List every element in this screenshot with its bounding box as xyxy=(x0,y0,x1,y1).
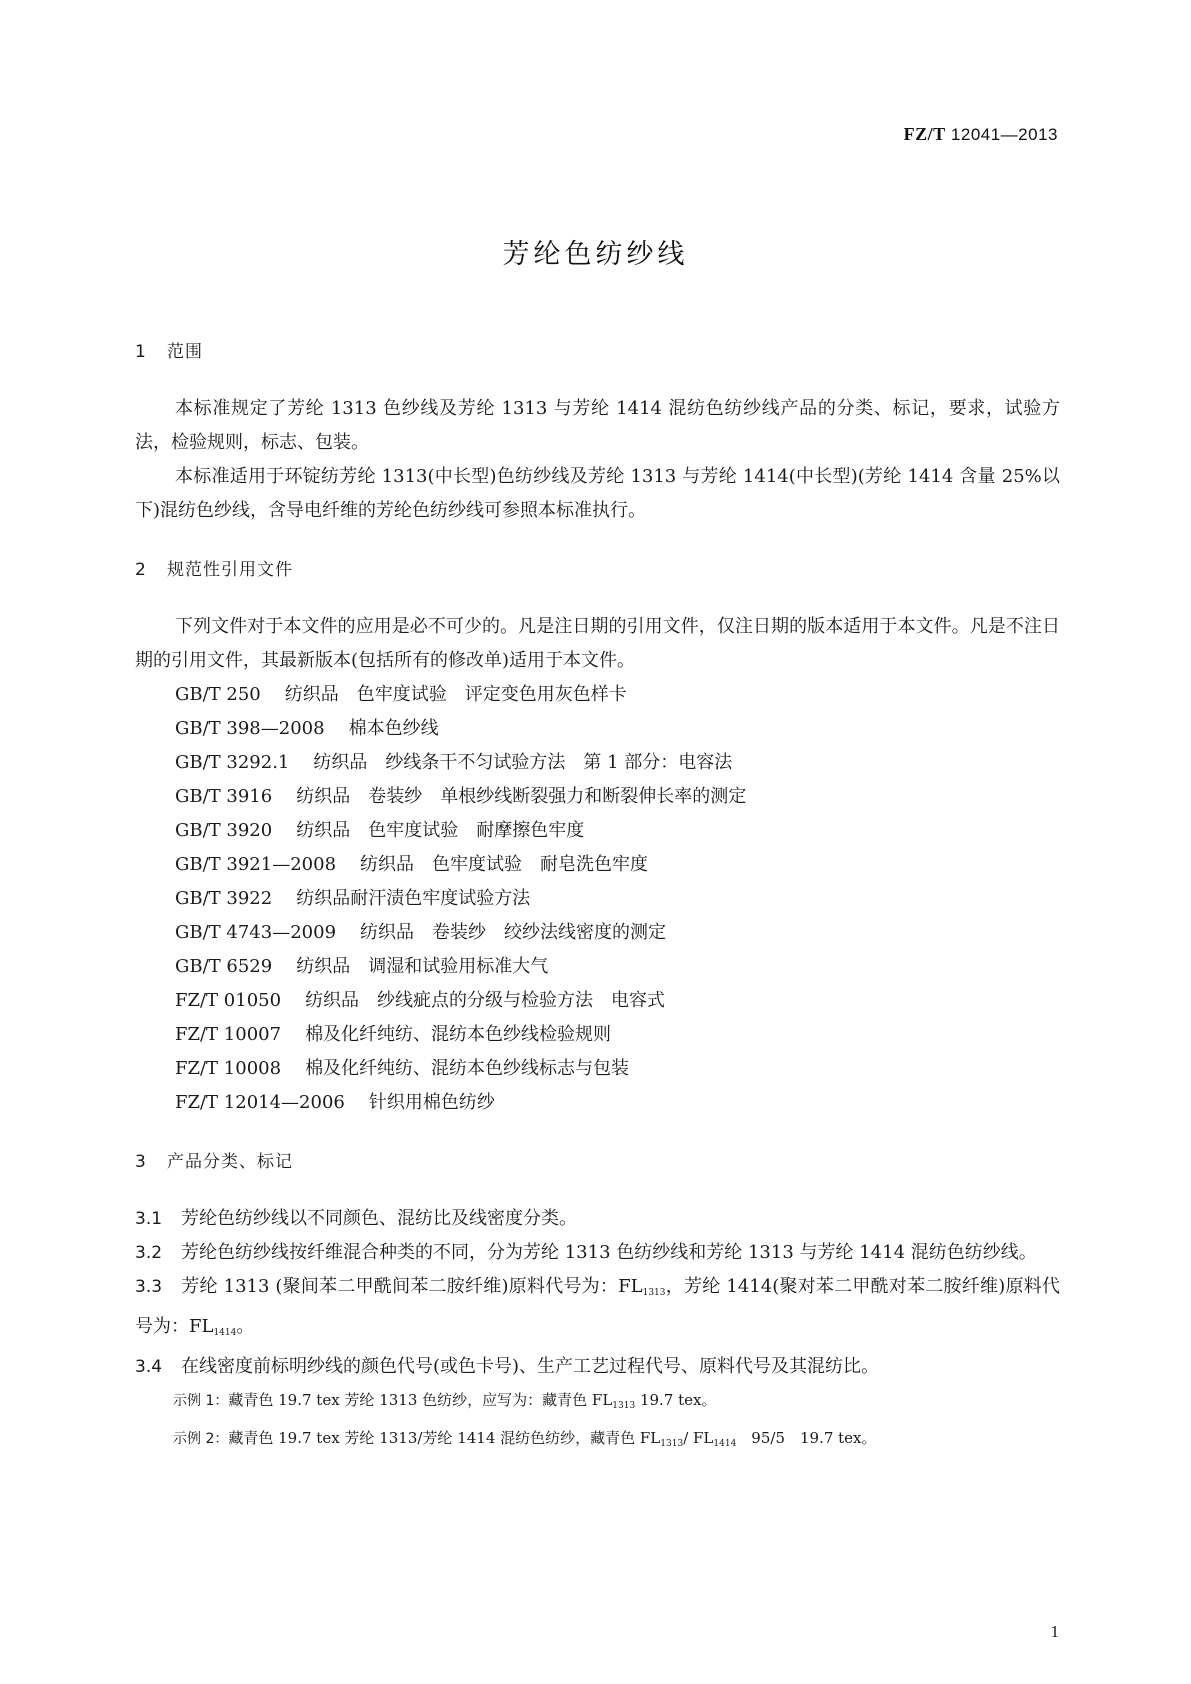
section-title: 范围 xyxy=(167,342,203,362)
reference-item xyxy=(135,882,1060,916)
reference-title: 棉及化纤纯纺、混纺本色纱线标志与包装 xyxy=(305,1058,630,1079)
reference-title: 纺织品 纱线条干不匀试验方法 第 1 部分：电容法 xyxy=(313,752,733,773)
section-heading-scope xyxy=(135,340,1060,364)
reference-code: FZ/T 10007 xyxy=(175,1024,282,1045)
reference-item xyxy=(135,814,1060,848)
example-text: 19.7 tex。 xyxy=(635,1391,717,1409)
example-text: 95/5 19.7 tex。 xyxy=(736,1429,877,1447)
clause-text: 。 xyxy=(236,1316,255,1337)
clause-number: 3.2 xyxy=(135,1243,163,1263)
reference-item xyxy=(135,984,1060,1018)
clause-text: 芳纶色纺纱线按纤维混合种类的不同，分为芳纶 1313 色纺纱线和芳纶 1313 与芳纶 1414 混纺色纺纱线。 xyxy=(181,1242,1037,1263)
standard-code xyxy=(904,124,1058,145)
document-title: 芳纶色纺纱线 xyxy=(502,239,689,270)
subscript: 1414 xyxy=(713,1439,737,1449)
reference-title: 针织用棉色纺纱 xyxy=(368,1092,495,1113)
reference-title: 纺织品 色牢度试验 评定变色用灰色样卡 xyxy=(284,684,627,705)
reference-item xyxy=(135,1052,1060,1086)
section-number: 3 xyxy=(135,1152,147,1172)
clause-number: 3.4 xyxy=(135,1357,163,1377)
document-body xyxy=(135,340,1060,1460)
page-number: 1 xyxy=(1050,1622,1059,1641)
reference-code: GB/T 250 xyxy=(175,684,261,705)
example-1 xyxy=(135,1384,1060,1422)
section-title: 产品分类、标记 xyxy=(167,1152,293,1172)
example-text: / FL xyxy=(683,1429,714,1447)
paragraph: 本标准适用于环锭纺芳纶 1313(中长型)色纺纱线及芳纶 1313 与芳纶 1414(中长型)(芳纶 1414 含量 25%以下)混纺色纱线，含导电纤维的芳纶色纺纱线可参照本标准执行。 xyxy=(135,466,1060,521)
reference-title: 棉及化纤纯纺、混纺本色纱线检验规则 xyxy=(305,1024,612,1045)
reference-code: FZ/T 12014—2006 xyxy=(175,1092,345,1113)
clause-3-1 xyxy=(135,1202,1060,1236)
section-heading-classification xyxy=(135,1150,1060,1174)
reference-code: GB/T 6529 xyxy=(175,956,273,977)
clause-text: 芳纶 1313 (聚间苯二甲酰间苯二胺纤维)原料代号为：FL xyxy=(181,1276,643,1297)
clause-text: 在线密度前标明纱线的颜色代号(或色卡号)、生产工艺过程代号、原料代号及其混纺比。 xyxy=(181,1356,880,1377)
reference-item xyxy=(135,746,1060,780)
reference-title: 纺织品 纱线疵点的分级与检验方法 电容式 xyxy=(305,990,666,1011)
clause-number: 3.3 xyxy=(135,1277,163,1297)
reference-item xyxy=(135,1018,1060,1052)
clause-3-4 xyxy=(135,1350,1060,1384)
subscript: 1414 xyxy=(213,1328,237,1338)
example-label: 示例 2： xyxy=(173,1431,229,1447)
clause-number: 3.1 xyxy=(135,1209,163,1229)
clause-3-3 xyxy=(135,1270,1060,1350)
reference-item xyxy=(135,1086,1060,1120)
reference-code: GB/T 3922 xyxy=(175,888,273,909)
subscript: 1313 xyxy=(612,1401,636,1411)
reference-item xyxy=(135,950,1060,984)
reference-code: GB/T 3916 xyxy=(175,786,273,807)
section-heading-normative-references xyxy=(135,558,1060,582)
reference-list xyxy=(135,678,1060,1120)
reference-item xyxy=(135,780,1060,814)
reference-code: FZ/T 10008 xyxy=(175,1058,282,1079)
reference-item xyxy=(135,848,1060,882)
paragraph: 本标准规定了芳纶 1313 色纱线及芳纶 1313 与芳纶 1414 混纺色纺纱线产品的分类、标记，要求，试验方法，检验规则，标志、包装。 xyxy=(135,398,1060,453)
paragraph: 下列文件对于本文件的应用是必不可少的。凡是注日期的引用文件，仅注日期的版本适用于本文件。凡是不注日期的引用文件，其最新版本(包括所有的修改单)适用于本文件。 xyxy=(135,616,1060,671)
reference-title: 纺织品 色牢度试验 耐皂洗色牢度 xyxy=(360,854,649,875)
reference-title: 纺织品 色牢度试验 耐摩擦色牢度 xyxy=(296,820,585,841)
section-title: 规范性引用文件 xyxy=(167,560,293,580)
clause-3-2 xyxy=(135,1236,1060,1270)
reference-title: 纺织品 调湿和试验用标准大气 xyxy=(296,956,549,977)
standard-code-number: 12041—2013 xyxy=(950,125,1058,144)
reference-code: GB/T 3920 xyxy=(175,820,273,841)
clause-text: 芳纶色纺纱线以不同颜色、混纺比及线密度分类。 xyxy=(181,1208,577,1229)
example-text: 藏青色 19.7 tex 芳纶 1313/芳纶 1414 混纺色纺纱，藏青色 FL xyxy=(228,1429,661,1447)
reference-title: 纺织品耐汗渍色牢度试验方法 xyxy=(296,888,531,909)
reference-code: GB/T 4743—2009 xyxy=(175,922,337,943)
reference-title: 纺织品 卷装纱 单根纱线断裂强力和断裂伸长率的测定 xyxy=(296,786,747,807)
reference-item xyxy=(135,678,1060,712)
reference-item xyxy=(135,712,1060,746)
clause-text: ，芳纶 1414(聚对苯二甲酰对苯二胺纤维)原料代号为：FL xyxy=(135,1276,1060,1337)
example-text: 藏青色 19.7 tex 芳纶 1313 色纺纱，应写为：藏青色 FL xyxy=(228,1391,613,1409)
reference-code: FZ/T 01050 xyxy=(175,990,282,1011)
standard-code-prefix: FZ/T xyxy=(903,124,946,144)
reference-code: GB/T 3921—2008 xyxy=(175,854,337,875)
reference-title: 纺织品 卷装纱 绞纱法线密度的测定 xyxy=(360,922,667,943)
reference-title: 棉本色纱线 xyxy=(348,718,439,739)
example-label: 示例 1： xyxy=(173,1393,229,1409)
reference-item xyxy=(135,916,1060,950)
example-2 xyxy=(135,1422,1060,1460)
section-number: 1 xyxy=(135,342,147,362)
subscript: 1313 xyxy=(660,1439,684,1449)
subscript: 1313 xyxy=(642,1288,666,1298)
section-number: 2 xyxy=(135,560,147,580)
reference-code: GB/T 3292.1 xyxy=(175,752,290,773)
reference-code: GB/T 398—2008 xyxy=(175,718,325,739)
